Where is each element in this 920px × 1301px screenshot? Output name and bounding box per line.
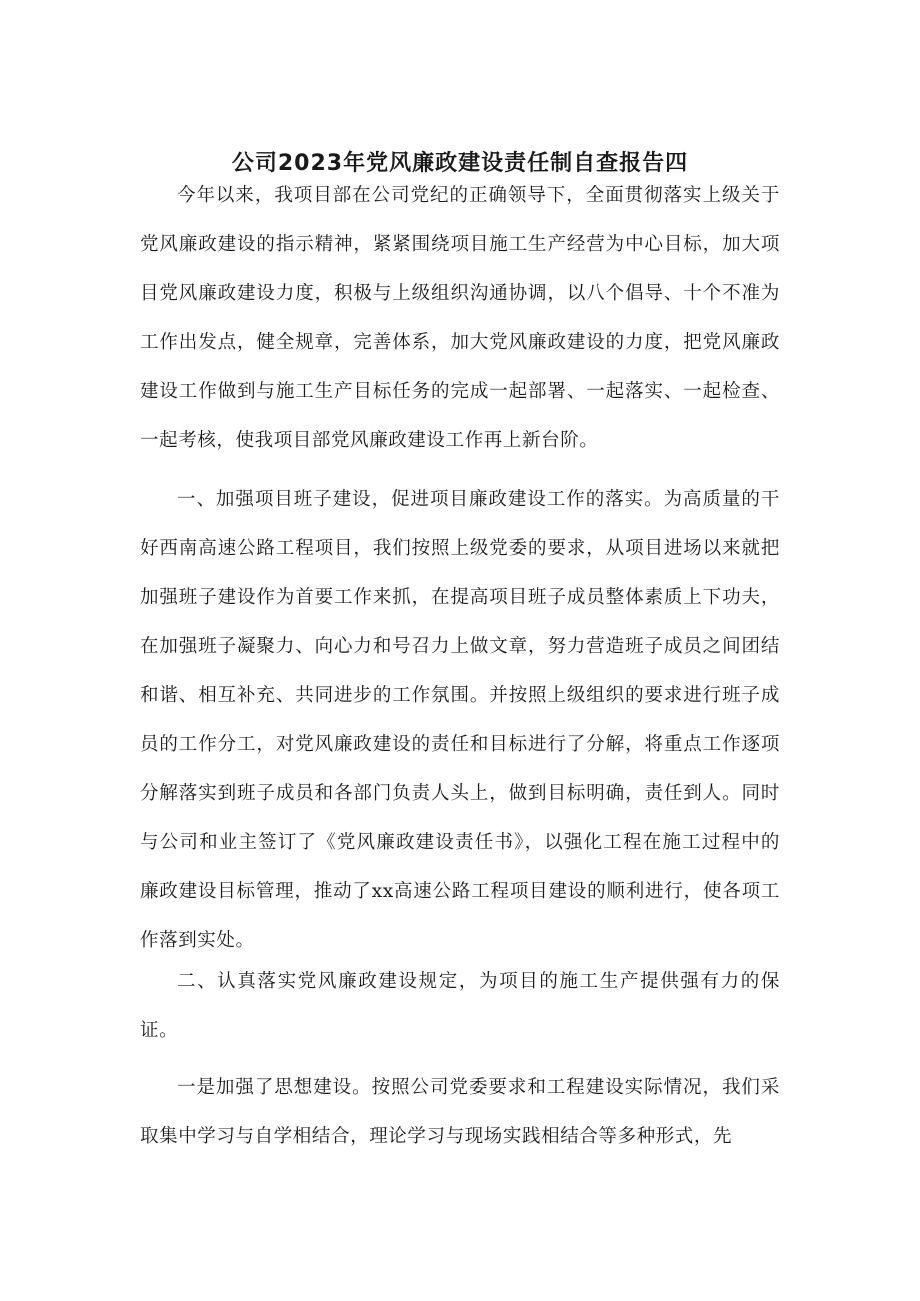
paragraph-section-two: 二、认真落实党风廉政建设规定，为项目的施工生产提供强有力的保证。 bbox=[140, 971, 780, 1041]
paragraph-section-one: 一、加强项目班子建设，促进项目廉政建设工作的落实。为高质量的干好西南高速公路工程项目，我们按照上级党委的要求，从项目进场以来就把加强班子建设作为首要工作来抓，在提高项目班子成员整体素质上下功夫，在加强班子凝聚力、向心力和号召力上做文章，努力营造班子成员之间团结和谐、相互补充、共同进步的工作氛围。并按照上级组织的要求进行班子成员的工作分工，对党风廉政建设的责任和目标进行了分解，将重点工作逐项分解落实到班子成员和各部门负责人头上，做到目标明确，责任到人。同时与公司和业主签订了《党风廉政建设责任书》，以强化工程在施工过程中的廉政建设目标管理，推动了xx高速公路工程项目建设的顺利进行，使各项工作落到实处。 bbox=[140, 489, 780, 951]
paragraph-point-one: 一是加强了思想建设。按照公司党委要求和工程建设实际情况，我们采取集中学习与自学相结合，理论学习与现场实践相结合等多种形式，先 bbox=[140, 1077, 780, 1147]
document-title: 公司2023年党风廉政建设责任制自查报告四 bbox=[231, 151, 689, 176]
paragraph-intro: 今年以来，我项目部在公司党纪的正确领导下，全面贯彻落实上级关于党风廉政建设的指示精神，紧紧围绕项目施工生产经营为中心目标，加大项目党风廉政建设力度，积极与上级组织沟通协调，以八个倡导、十个不准为工作出发点，健全规章，完善体系，加大党风廉政建设的力度，把党风廉政建设工作做到与施工生产目标任务的完成一起部署、一起落实、一起检查、一起考核，使我项目部党风廉政建设工作再上新台阶。 bbox=[140, 185, 780, 451]
